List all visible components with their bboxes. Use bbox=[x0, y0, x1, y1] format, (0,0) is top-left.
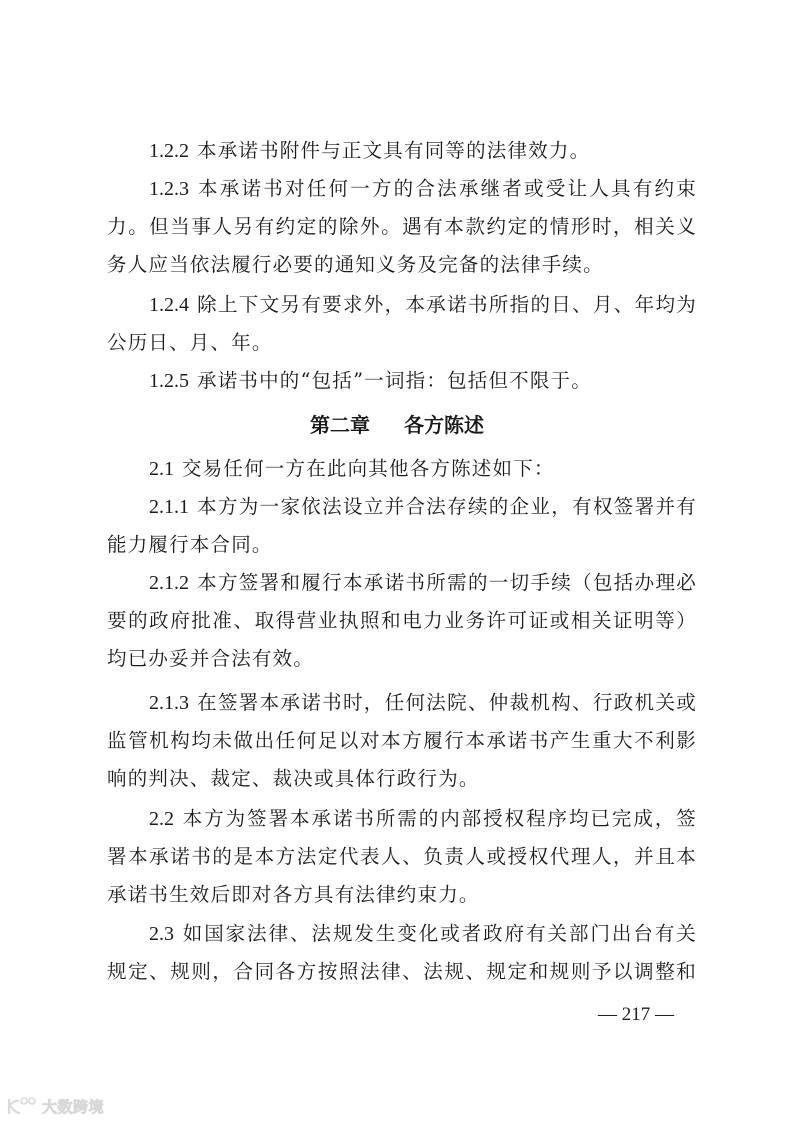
paragraph-2-1-2-line-1 bbox=[149, 568, 697, 598]
clause-text: 除上下文另有要求外，本承诺书所指的日、月、年均为 bbox=[197, 293, 697, 316]
clause-number: 2.3 bbox=[149, 923, 174, 945]
page-number: — 217 — bbox=[598, 1004, 674, 1025]
chapter-number: 第二章 bbox=[310, 413, 370, 437]
clause-number: 2.1.3 bbox=[149, 692, 189, 714]
paragraph-2-3-line-1 bbox=[149, 919, 697, 949]
paragraph-2-1-2-line-3: 均已办妥并合法有效。 bbox=[107, 647, 315, 670]
paragraph-1-2-2-line-1 bbox=[149, 136, 590, 166]
paragraph-2-2-line-3: 承诺书生效后即对各方具有法律约束力。 bbox=[107, 883, 480, 906]
watermark-text: 大数跨境 bbox=[42, 1097, 105, 1116]
clause-text: 承诺书中的“包括”一词指：包括但不限于。 bbox=[197, 369, 592, 392]
clause-text: 在签署本承诺书时，任何法院、仲裁机构、行政机关或 bbox=[197, 691, 697, 714]
paragraph-2-1-3-line-1 bbox=[149, 688, 697, 718]
clause-text: 本方签署和履行本承诺书所需的一切手续（包括办理必 bbox=[197, 571, 697, 594]
clause-text: 交易任何一方在此向其他各方陈述如下： bbox=[182, 457, 555, 480]
paragraph-1-2-3-line-1 bbox=[149, 174, 697, 204]
paragraph-2-2-line-1 bbox=[149, 804, 697, 834]
paragraph-2-2-line-2: 署本承诺书的是本方法定代表人、负责人或授权代理人，并且本 bbox=[107, 845, 697, 868]
clause-number: 1.2.4 bbox=[149, 294, 189, 316]
chapter-title: 各方陈述 bbox=[404, 413, 484, 437]
paragraph-2-1-1-line-1 bbox=[149, 492, 697, 522]
clause-number: 1.2.5 bbox=[149, 370, 189, 392]
paragraph-2-1-1-line-2: 能力履行本合同。 bbox=[107, 533, 273, 556]
paragraph-1-2-3-line-2: 力。但当事人另有约定的除外。遇有本款约定的情形时，相关义 bbox=[107, 215, 697, 238]
clause-text: 如国家法律、法规发生变化或者政府有关部门出台有关 bbox=[182, 922, 697, 945]
paragraph-2-1-3-line-3: 响的判决、裁定、裁决或具体行政行为。 bbox=[107, 767, 480, 790]
clause-number: 2.2 bbox=[149, 808, 174, 830]
paragraph-2-1-2-line-2: 要的政府批准、取得营业执照和电力业务许可证或相关证明等） bbox=[107, 609, 697, 632]
watermark-logo-icon bbox=[6, 1096, 38, 1116]
paragraph-1-2-4-line-2: 公历日、月、年。 bbox=[107, 331, 273, 354]
paragraph-2-1-line-1 bbox=[149, 454, 555, 484]
clause-number: 2.1.2 bbox=[149, 572, 189, 594]
clause-number: 2.1.1 bbox=[149, 496, 189, 518]
paragraph-1-2-4-line-1 bbox=[149, 290, 697, 320]
clause-text: 本方为一家依法设立并合法存续的企业，有权签署并有 bbox=[197, 495, 697, 518]
clause-text: 本方为签署本承诺书所需的内部授权程序均已完成，签 bbox=[182, 807, 697, 830]
watermark bbox=[6, 1094, 104, 1118]
clause-number: 1.2.3 bbox=[149, 178, 189, 200]
clause-number: 2.1 bbox=[149, 458, 174, 480]
clause-number: 1.2.2 bbox=[149, 140, 189, 162]
paragraph-1-2-3-line-3: 务人应当依法履行必要的通知义务及完备的法律手续。 bbox=[107, 253, 604, 276]
paragraph-2-3-line-2: 规定、规则，合同各方按照法律、法规、规定和规则予以调整和 bbox=[107, 960, 697, 983]
chapter-heading bbox=[0, 409, 794, 441]
paragraph-1-2-5-line-1 bbox=[149, 366, 592, 396]
paragraph-2-1-3-line-2: 监管机构均未做出任何足以对本方履行本承诺书产生重大不利影 bbox=[107, 729, 697, 752]
clause-text: 本承诺书对任何一方的合法承继者或受让人具有约束 bbox=[197, 177, 697, 200]
clause-text: 本承诺书附件与正文具有同等的法律效力。 bbox=[197, 139, 591, 162]
